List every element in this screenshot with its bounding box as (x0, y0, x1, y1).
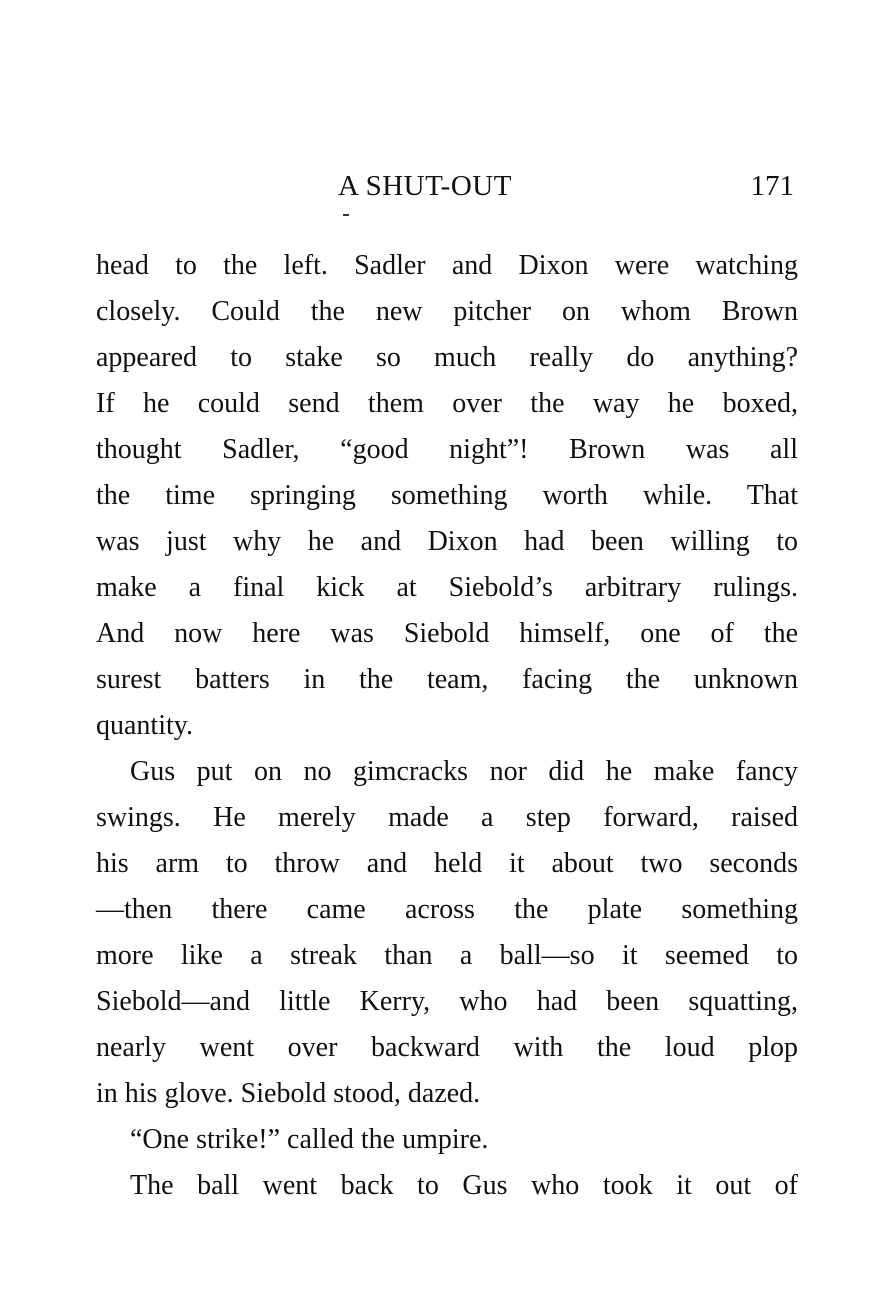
text-line: more like a streak than a ball—so it seemed to (96, 940, 798, 971)
text-line: in his glove. Siebold stood, dazed. (96, 1078, 481, 1109)
page-number: 171 (750, 170, 794, 202)
text-line: —then there came across the plate something (96, 894, 798, 925)
text-line: The ball went back to Gus who took it out of (130, 1170, 798, 1201)
text-line: “One strike!” called the umpire. (130, 1124, 489, 1155)
text-line: swings. He merely made a step forward, raised (96, 802, 798, 833)
text-line: Siebold—and little Kerry, who had been squatting, (96, 986, 798, 1017)
text-line: appeared to stake so much really do anything? (96, 342, 798, 373)
text-line: head to the left. Sadler and Dixon were watching (96, 250, 798, 281)
text-line: closely. Could the new pitcher on whom Brown (96, 296, 798, 327)
text-line: And now here was Siebold himself, one of the (96, 618, 798, 649)
text-line: was just why he and Dixon had been willing to (96, 526, 798, 557)
running-title: A SHUT-OUT (338, 170, 512, 202)
text-line: surest batters in the team, facing the unknown (96, 664, 798, 695)
text-line: his arm to throw and held it about two seconds (96, 848, 798, 879)
body-text (96, 243, 798, 1209)
text-line: make a final kick at Siebold’s arbitrary rulings. (96, 572, 798, 603)
text-line: nearly went over backward with the loud plop (96, 1032, 798, 1063)
running-head (96, 168, 796, 208)
text-line: the time springing something worth while. That (96, 480, 798, 511)
text-line: quantity. (96, 710, 193, 741)
text-line: Gus put on no gimcracks nor did he make fancy (130, 756, 798, 787)
text-line: thought Sadler, “good night”! Brown was all (96, 434, 798, 465)
text-line: If he could send them over the way he boxed, (96, 388, 798, 419)
printing-mark (343, 214, 349, 216)
